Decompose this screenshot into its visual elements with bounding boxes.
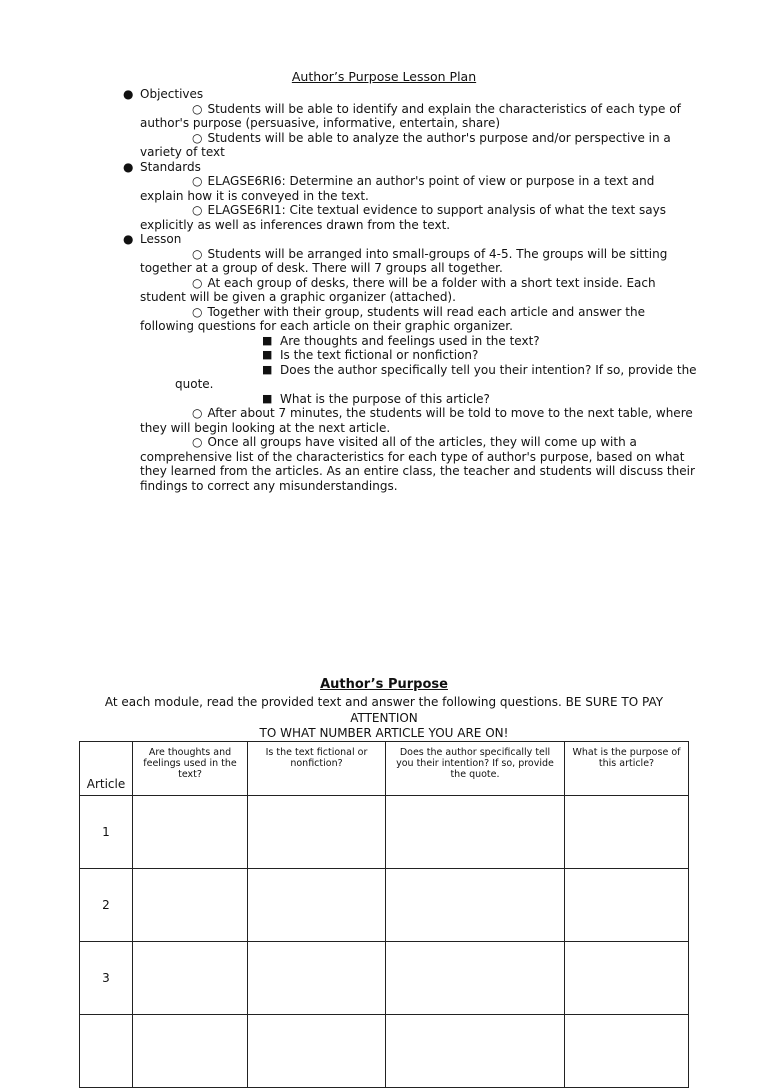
objective-item [140, 131, 700, 160]
answer-cell[interactable] [386, 869, 565, 942]
table-row [80, 942, 689, 1015]
question-item [140, 348, 700, 363]
square-bullet-icon: ■ [262, 333, 273, 347]
article-number [80, 1015, 133, 1088]
objective-text: Students will be able to analyze the author's purpose and/or perspective in a variety of text [140, 130, 671, 159]
lesson-text: At each group of desks, there will be a folder with a short text inside. Each student will be given a graphic organizer (attached). [140, 275, 656, 304]
objective-text: Students will be able to identify and explain the characteristics of each type of author's purpose (persuasive, informative, entertain, share) [140, 101, 681, 130]
question-text: What is the purpose of this article? [280, 391, 490, 406]
bullet-icon: ● [123, 87, 134, 101]
answer-cell[interactable] [133, 796, 248, 869]
answer-cell[interactable] [565, 1015, 689, 1088]
question-continuation: quote. [175, 377, 214, 391]
answer-cell[interactable] [248, 942, 386, 1015]
circle-bullet-icon: ○ [192, 246, 203, 261]
standards-section [123, 159, 700, 175]
header-article: Article [80, 742, 133, 796]
header-author-intention: Does the author specifically tell you their intention? If so, provide the quote. [386, 742, 565, 796]
lesson-item [140, 247, 700, 276]
header-thoughts-feelings: Are thoughts and feelings used in the text? [133, 742, 248, 796]
circle-bullet-icon: ○ [192, 101, 203, 116]
lesson-item [140, 406, 700, 435]
objectives-label: Objectives [140, 87, 204, 101]
worksheet-instructions [72, 695, 696, 742]
answer-cell[interactable] [133, 942, 248, 1015]
question-text: Does the author specifically tell you their intention? If so, provide the [280, 362, 697, 377]
answer-cell[interactable] [565, 796, 689, 869]
lesson-text: Together with their group, students will read each article and answer the following questions for each article on their graphic organizer. [140, 304, 645, 333]
standard-item [140, 203, 700, 232]
circle-bullet-icon: ○ [192, 275, 203, 290]
lesson-section [123, 232, 700, 247]
circle-bullet-icon: ○ [192, 304, 203, 319]
lesson-label: Lesson [140, 232, 182, 246]
bullet-icon: ● [123, 232, 134, 246]
article-number: 1 [80, 796, 133, 869]
article-number: 3 [80, 942, 133, 1015]
lesson-text: Students will be arranged into small-groups of 4-5. The groups will be sitting together at a group of desk. There will 7 groups all together. [140, 246, 668, 275]
lesson-plan-title: Author’s Purpose Lesson Plan [291, 69, 477, 84]
circle-bullet-icon: ○ [192, 406, 203, 420]
lesson-item [140, 435, 700, 493]
answer-cell[interactable] [386, 942, 565, 1015]
answer-cell[interactable] [386, 1015, 565, 1088]
square-bullet-icon: ■ [262, 362, 273, 376]
answer-cell[interactable] [133, 869, 248, 942]
table-row [80, 869, 689, 942]
answer-cell[interactable] [386, 796, 565, 869]
answer-cell[interactable] [565, 942, 689, 1015]
answer-cell[interactable] [248, 796, 386, 869]
standards-label: Standards [140, 159, 201, 174]
question-text: Are thoughts and feelings used in the text? [280, 333, 540, 348]
worksheet-title: Author’s Purpose [320, 677, 448, 692]
answer-cell[interactable] [248, 869, 386, 942]
header-article-purpose: What is the purpose of this article? [565, 742, 689, 796]
square-bullet-icon: ■ [262, 348, 273, 361]
standard-item [140, 174, 700, 203]
lesson-plan-outline [123, 87, 700, 493]
square-bullet-icon: ■ [262, 391, 273, 405]
table-row [80, 1015, 689, 1088]
circle-bullet-icon: ○ [192, 130, 203, 145]
circle-bullet-icon: ○ [192, 435, 203, 449]
bullet-icon: ● [123, 159, 134, 174]
lesson-item [140, 276, 700, 305]
lesson-text: After about 7 minutes, the students will be told to move to the next table, where they will begin looking at the next article. [140, 406, 693, 435]
answer-cell[interactable] [248, 1015, 386, 1088]
objectives-section [123, 87, 700, 102]
answer-cell[interactable] [133, 1015, 248, 1088]
question-item [140, 392, 700, 407]
table-row [80, 796, 689, 869]
header-fictional-nonfiction: Is the text fictional or nonfiction? [248, 742, 386, 796]
instructions-line: At each module, read the provided text and answer the following questions. BE SURE TO PAY ATTENTION [104, 695, 664, 725]
circle-bullet-icon: ○ [192, 174, 203, 188]
circle-bullet-icon: ○ [192, 203, 203, 217]
lesson-item [140, 305, 700, 334]
article-number: 2 [80, 869, 133, 942]
table-header-row [80, 742, 689, 796]
lesson-text: Once all groups have visited all of the articles, they will come up with a comprehensive list of the characteristics for each type of author's purpose, based on what they learned from the articles. As an entire class, the teacher and students will discuss their findings to correct any misunderstandings. [140, 435, 695, 493]
question-text: Is the text fictional or nonfiction? [280, 348, 479, 362]
question-item [140, 334, 700, 349]
graphic-organizer-table [79, 741, 689, 1088]
standard-text: ELAGSE6RI6: Determine an author's point of view or purpose in a text and explain how it is conveyed in the text. [140, 174, 655, 203]
instructions-line: TO WHAT NUMBER ARTICLE YOU ARE ON! [259, 726, 509, 740]
question-item [140, 363, 700, 378]
answer-cell[interactable] [565, 869, 689, 942]
standard-text: ELAGSE6RI1: Cite textual evidence to support analysis of what the text says explicitly as well as inferences drawn from the text. [140, 203, 666, 232]
objective-item [140, 102, 700, 131]
